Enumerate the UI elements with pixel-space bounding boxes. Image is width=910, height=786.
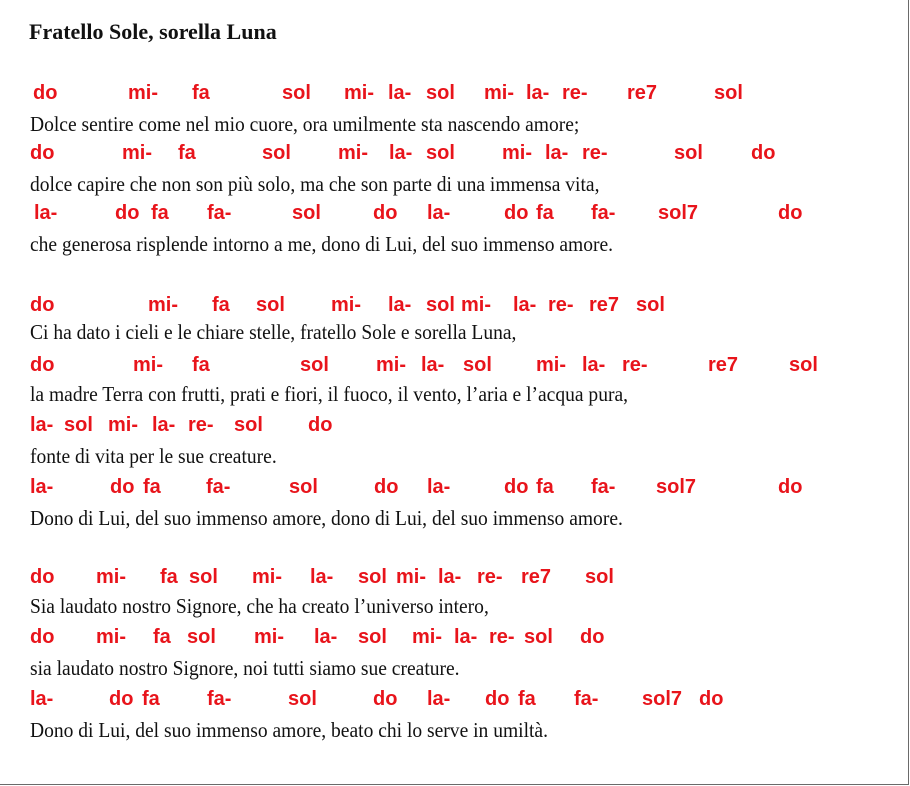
chord: la- — [582, 354, 606, 376]
chord: do — [778, 202, 803, 224]
chord: sol — [288, 688, 317, 710]
chord: fa — [536, 476, 554, 498]
chord: re- — [548, 294, 574, 316]
chord: do — [30, 294, 55, 316]
chord: fa- — [207, 688, 232, 710]
chord: do — [373, 202, 398, 224]
chord: fa — [160, 566, 178, 588]
chord: fa- — [207, 202, 232, 224]
chord: la- — [314, 626, 338, 648]
lyric-text: Dolce sentire come nel mio cuore, ora umilmente sta nascendo amore; — [30, 112, 580, 136]
chord: la- — [526, 82, 550, 104]
chord: mi- — [344, 82, 374, 104]
chord: mi- — [396, 566, 426, 588]
chord: do — [699, 688, 724, 710]
chord: mi- — [461, 294, 491, 316]
chord: fa — [178, 142, 196, 164]
chord-line — [0, 626, 908, 654]
chord: re- — [562, 82, 588, 104]
chord: sol7 — [658, 202, 699, 224]
chord: fa — [143, 476, 161, 498]
chord: la- — [427, 688, 451, 710]
lyric-line — [0, 232, 908, 260]
chord: sol — [426, 294, 455, 316]
chord: mi- — [412, 626, 442, 648]
chord: mi- — [128, 82, 158, 104]
chord: fa- — [206, 476, 231, 498]
chord: fa- — [591, 202, 616, 224]
chord: sol — [358, 566, 387, 588]
chord: fa — [212, 294, 230, 316]
lyric-text: sia laudato nostro Signore, noi tutti siamo sue creature. — [30, 656, 460, 680]
chord: re- — [188, 414, 214, 436]
chord: sol — [64, 414, 93, 436]
chord: sol — [426, 142, 455, 164]
chord: la- — [454, 626, 478, 648]
chord: mi- — [133, 354, 163, 376]
chord: sol — [714, 82, 743, 104]
lyric-line — [0, 112, 908, 140]
chord: re7 — [521, 566, 552, 588]
chord: do — [30, 626, 55, 648]
chord: la- — [152, 414, 176, 436]
lyric-text: dolce capire che non son più solo, ma che son parte di una immensa vita, — [30, 172, 600, 196]
lyric-text: fonte di vita per le sue creature. — [30, 444, 277, 468]
lyric-line — [0, 172, 908, 200]
chord: mi- — [376, 354, 406, 376]
chord: mi- — [108, 414, 138, 436]
chord-line — [0, 142, 908, 170]
lyric-text: la madre Terra con frutti, prati e fiori, il fuoco, il vento, l’aria e l’acqua pura, — [30, 382, 629, 406]
chord: sol — [289, 476, 318, 498]
lyric-line — [0, 382, 908, 410]
chord: sol — [674, 142, 703, 164]
chord: re- — [582, 142, 608, 164]
chord: sol — [189, 566, 218, 588]
chord: la- — [389, 142, 413, 164]
chord: do — [30, 566, 55, 588]
chord: la- — [421, 354, 445, 376]
lyric-text: che generosa risplende intorno a me, dono di Lui, del suo immenso amore. — [30, 232, 614, 256]
chord: la- — [30, 476, 54, 498]
chord: mi- — [96, 626, 126, 648]
chord: sol — [358, 626, 387, 648]
chord-line — [0, 566, 908, 594]
lyric-line — [0, 656, 908, 684]
chord: sol — [187, 626, 216, 648]
chord: la- — [427, 202, 451, 224]
chord: mi- — [338, 142, 368, 164]
chord: fa — [151, 202, 169, 224]
chord: mi- — [536, 354, 566, 376]
chord: sol — [524, 626, 553, 648]
chord: do — [308, 414, 333, 436]
chord: re- — [489, 626, 515, 648]
chord: la- — [30, 688, 54, 710]
chord: la- — [427, 476, 451, 498]
chord: fa — [142, 688, 160, 710]
chord-line — [0, 294, 908, 322]
chord: do — [374, 476, 399, 498]
chord: mi- — [254, 626, 284, 648]
chord: sol — [262, 142, 291, 164]
chord-line — [0, 414, 908, 442]
chord: do — [30, 354, 55, 376]
chord: sol — [282, 82, 311, 104]
chord: la- — [34, 202, 58, 224]
lyric-text: Dono di Lui, del suo immenso amore, beato chi lo serve in umiltà. — [30, 718, 548, 742]
song-title: Fratello Sole, sorella Luna — [29, 19, 277, 44]
chord: do — [504, 202, 529, 224]
chord: re7 — [589, 294, 620, 316]
chord: la- — [438, 566, 462, 588]
chord: sol — [292, 202, 321, 224]
chord: do — [485, 688, 510, 710]
chord: la- — [30, 414, 54, 436]
chord-line — [0, 476, 908, 504]
chord: re- — [477, 566, 503, 588]
chord-line — [0, 354, 908, 382]
chord: fa- — [574, 688, 599, 710]
chord: re7 — [708, 354, 739, 376]
chord: sol — [234, 414, 263, 436]
chord-line — [0, 202, 908, 230]
chord: do — [373, 688, 398, 710]
chord: la- — [545, 142, 569, 164]
lyric-text: Dono di Lui, del suo immenso amore, dono di Lui, del suo immenso amore. — [30, 506, 623, 530]
chord: do — [751, 142, 776, 164]
chord: re- — [622, 354, 648, 376]
chord: sol — [585, 566, 614, 588]
chord: do — [109, 688, 134, 710]
chord: do — [33, 82, 58, 104]
chord-line — [0, 688, 908, 716]
lyric-line — [0, 320, 908, 348]
chord: fa — [153, 626, 171, 648]
chord: do — [778, 476, 803, 498]
lyric-line — [0, 594, 908, 622]
chord: do — [504, 476, 529, 498]
chord: mi- — [252, 566, 282, 588]
chord: sol7 — [656, 476, 697, 498]
chord: fa- — [591, 476, 616, 498]
chord: do — [115, 202, 140, 224]
chord: la- — [388, 294, 412, 316]
chord: la- — [388, 82, 412, 104]
chord: sol — [426, 82, 455, 104]
chord: mi- — [148, 294, 178, 316]
lyric-line — [0, 506, 908, 534]
chord: fa — [536, 202, 554, 224]
chord: sol — [300, 354, 329, 376]
chord: mi- — [122, 142, 152, 164]
chord: sol7 — [642, 688, 683, 710]
chord: mi- — [502, 142, 532, 164]
chord: sol — [463, 354, 492, 376]
chord: la- — [310, 566, 334, 588]
lyric-text: Ci ha dato i cieli e le chiare stelle, fratello Sole e sorella Luna, — [30, 320, 517, 344]
chord-line — [0, 82, 908, 110]
chord: mi- — [331, 294, 361, 316]
chord: mi- — [484, 82, 514, 104]
chord: sol — [256, 294, 285, 316]
lyric-line — [0, 718, 908, 746]
chord: do — [580, 626, 605, 648]
chord: fa — [192, 82, 210, 104]
chord: sol — [636, 294, 665, 316]
chord: do — [30, 142, 55, 164]
lyric-line — [0, 444, 908, 472]
chord: fa — [192, 354, 210, 376]
chord: re7 — [627, 82, 658, 104]
chord: fa — [518, 688, 536, 710]
chord: sol — [789, 354, 818, 376]
chord: do — [110, 476, 135, 498]
lyric-text: Sia laudato nostro Signore, che ha creato l’universo intero, — [30, 594, 489, 618]
chord: mi- — [96, 566, 126, 588]
chord: la- — [513, 294, 537, 316]
